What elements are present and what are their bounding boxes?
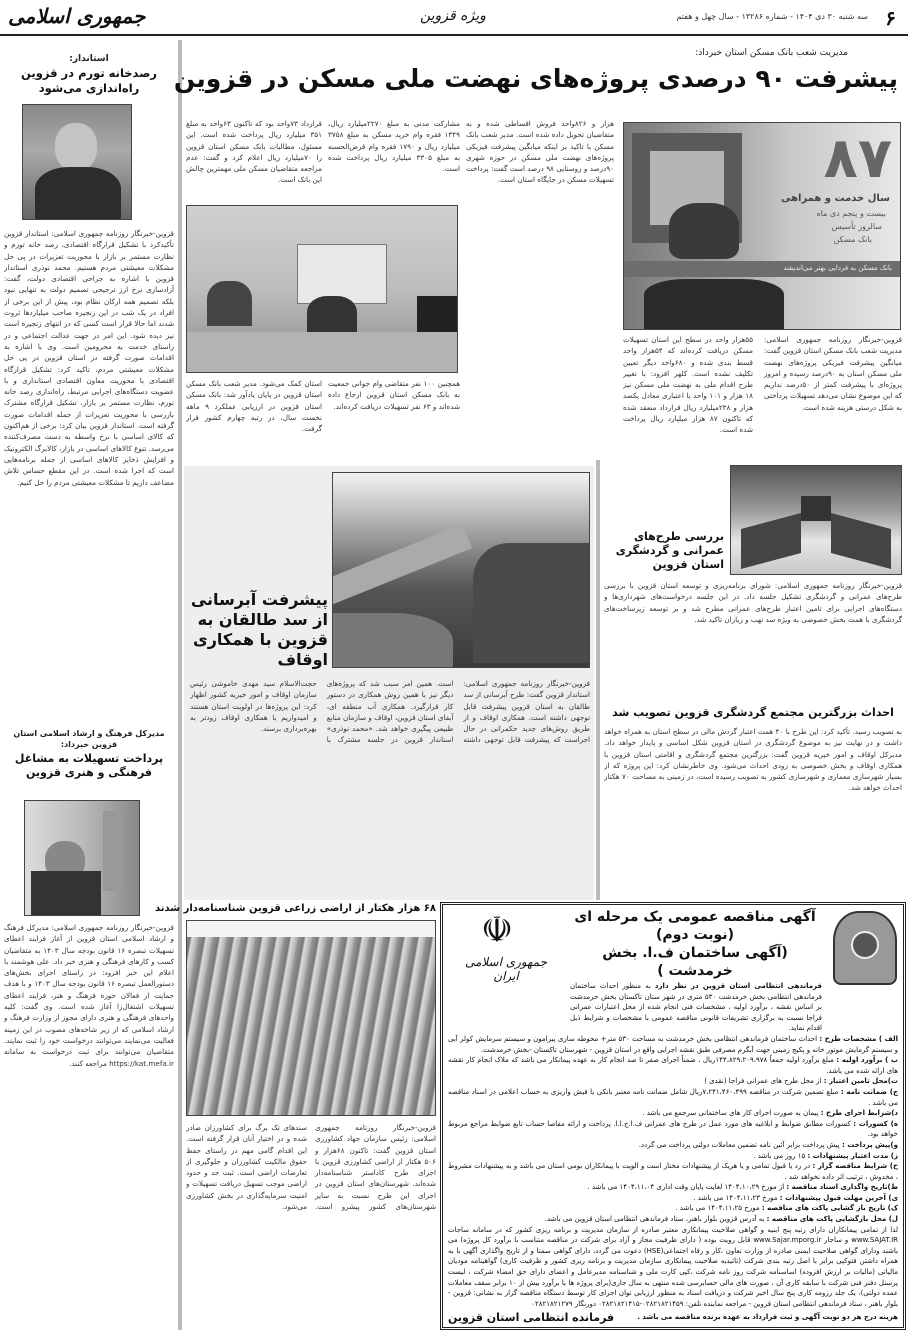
tourism-complex-headline: احداث بزرگترین مجتمع گردشگری قزوین تصویب شد	[612, 706, 894, 719]
ad-clause-label: ز) مدت اعتبار پیشنهادات :	[807, 1151, 898, 1160]
table-row-left	[741, 513, 801, 569]
ad-intro: به منظور احداث ساختمان فرماندهی انتظامی بخش خرمدشت ۵۳۰ متری در شهر ستان تاکستان بخش خرمدشت بر اساس نقشه ، برآورد اولیه ، مشخصات فنی انجام شده از محل اعتبارات عمرانی فراجا نسبت به برگزاری تشریفات قانونی مناقصه عمومی با مشخصات و شرایط ذیل اقدام نماید.	[570, 982, 822, 1033]
sidebar-story-culture	[4, 728, 174, 1328]
main-body: قزوین-خبرنگار روزنامه جمهوری اسلامی: مدیریت شعب بانک مسکن استان قزوین گفت: میانگین پیشرفت فیزیکی پروژه‌های نهضت ملی مسکن استان به ۹۰درصد رسیده و امروز پروژه‌ای با پیشرفت کمتر از ۵۰درصد نداریم که این موضوع نشان می‌دهد تسهیلات پرداختی به شکل درستی هزینه شده است.	[764, 335, 902, 412]
ad-clause-label: ط)تاریخ واگذاری اسناد مناقصه :	[786, 1183, 898, 1192]
main-kicker: مدیریت شعب بانک مسکن استان خبرداد:	[695, 48, 848, 58]
speaker-figure	[669, 203, 739, 259]
ad-clause-text: از مورخ ۱۴۰۴،۱۰،۲۹ لغایت پایان وقت اداری ۱۴۰۴،۱۱،۰۴ می باشد .	[587, 1183, 785, 1192]
ad-clause-text: کسورات مطابق ضوابط و ابلاغیه های مورد عمل در طرح های عمرانی ف.ا.ج.ا.ا. پرداخت و ارائه مفاصا حساب تابع ضوابط مراجع مربوط خواهد بود.	[448, 1119, 898, 1139]
poster-line: بانک مسکن	[833, 235, 872, 244]
bank-maskan-press-photo	[623, 122, 901, 330]
ad-clause-text: پیش پرداخت برابر آئین نامه تضمین معاملات دولتی پرداخت می گردد.	[638, 1140, 840, 1149]
newspaper-logo: جمهوری اسلامی	[8, 4, 146, 28]
ad-clause-text: از محل طرح های عمرانی فراجا (نقدی )	[704, 1077, 822, 1086]
ad-clause	[448, 1214, 898, 1225]
poster-slogan: بانک مسکن به فردایی بهتر می‌اندیشد	[624, 261, 900, 277]
ad-subtitle: (آگهی ساختمان ف.ا. بخش خرمدشت )	[602, 945, 788, 979]
sidebar-headline: رصدخانه تورم در قزوین راه‌اندازی می‌شود	[21, 66, 157, 95]
poster-line: سال خدمت و همراهی	[780, 193, 890, 204]
ad-clause	[448, 1076, 898, 1087]
ad-clauses	[448, 1034, 898, 1225]
person-figure	[31, 871, 101, 916]
ad-clause	[448, 1182, 898, 1193]
ad-clause-text: مبلغ تضمین شرکت در مناقصه ۷،۲۴۱،۴۶۰،۴۹۹ریال شامل ضمانت نامه معتبر بانکی یا فیش واریزی به حساب اعلامی در اسناد مناقصه می باشد .	[448, 1087, 898, 1107]
dam-headline: پیشرفت آبرسانی از سد طالقان به قزوین با همکاری اوقاف	[190, 590, 328, 669]
main-body: مشارکت مدنی به مبلغ ۲۲۷۰میلیارد ریال، ۱۳۴۹ فقره وام خرید مسکن به مبلغ ۳۷۵۸ میلیارد ریال و ۱۷۹۰ فقره وام قرض‌الحسنه به مبلغ ۳۳۰۵ میلیارد ریال پرداخت شده است.	[328, 119, 460, 174]
ad-clause	[448, 1151, 898, 1162]
ad-clause	[448, 1161, 898, 1182]
main-body: هزار و ۸۲۶واحد فروش اقساطی شده و به متقاضیان تحویل داده شده است. مدیر شعب بانک مسکن با تاکید بر اینکه میانگین پیشرفت فیزیکی پروژه‌های نهضت ملی مسکن در حوزه شهری ۹۰درصد و روستایی ۹۸ درصد است گفت: پرداخت تسهیلات مسکن در جایگاه استان است.	[466, 119, 614, 185]
ad-clause-label: ی) آخرین مهلت قبول پیشنهادات :	[779, 1193, 898, 1202]
sidebar-headline: پرداخت تسهیلات به مشاغل فرهنگی و هنری قزوین	[14, 752, 164, 779]
emblem-center	[851, 931, 879, 959]
ad-clause	[448, 1087, 898, 1108]
ad-clause-label: و)پیش پرداخت :	[841, 1140, 898, 1149]
ad-clause	[448, 1193, 898, 1204]
main-body: همچنین ۱۰۰ نفر متقاضی وام جوانی جمعیت به بانک مسکن استان قزوین ارجاع داده شده‌اند و ۶۳ نفر تسهیلات دریافت کرده‌اند.	[328, 379, 460, 411]
sidebar-body: قزوین-خبرنگار روزنامه جمهوری اسلامی: مدیرکل فرهنگ و ارشاد اسلامی استان قزوین از آغاز فرایند اعطای تسهیلات تبصره ۱۶ قانون بودجه سال ۱۴۰۳ به متقاضیان کسب و کارهای فرهنگی و هنری خبر داد. علی هوشمند با اعلام این خبر افزود: در راستای اجرای بخش‌های دستورالعمل تبصره ۱۶ قانون بودجه سال ۱۴۰۳ و با هدف حمایت از فعالان حوزه فرهنگ و هنر، فرایند اعطای تسهیلات اشتغال‌زا آغاز شده است. وی گفت: کلیه واحدهای فرهنگی و هنری دارای مجوز از وزارت فرهنگ و ارشاد اسلامی که از زیر شاخه‌های مصوب در این زمینه فعالیت می‌نمایند می‌توانند درخواست خود را ثبت نمایند. متقاضیان می‌توانند برای ثبت درخواست به سامانه https://kat.mefa.ir مراجعه کنند.	[4, 923, 174, 1068]
poster-number: ۸۷	[823, 126, 892, 191]
tender-advertisement	[440, 902, 906, 1330]
dam-body: قزوین-خبرنگار روزنامه جمهوری اسلامی: استاندار قزوین گفت: طرح آبرسانی از سد طالقان به استان قزوین پیشرفت قابل توجهی داشته است. همکاری اوقاف و از طریق روش‌های جدید حکمرانی در حال اجراست که پیشرفت قابل توجهی داشته است. همین امر سبب شد که پروژه‌های دیگر نیز با همین روش همکاری در دستور کار قرارگیرد. همکاری آب منطقه ای، آبفای استان قزوین، اوقاف و سازمان منابع طبیعی پیگیری خواهد شد. «محمد نوذری» استاندار قزوین در جلسه مشترک با حجت‌الاسلام سید مهدی خاموشی رئیس سازمان اوقاف و امور خیریه کشور اظهار کرد: این پروژه‌ها در اولویت استان هستند و امیدواریم با همکاری اوقاف زودتر به بهره‌برداری برسند.	[190, 679, 590, 745]
ad-clause-label: ه) کسورات :	[853, 1119, 898, 1128]
farmland-photo	[186, 920, 436, 1116]
ad-footer	[448, 1311, 898, 1324]
tourism-review-headline: بررسی طرح‌های عمرانی و گردشگری استان قزوین	[615, 530, 724, 571]
sidebar-kicker: استاندار:	[69, 54, 109, 64]
sidebar-story-inflation	[4, 40, 174, 720]
main-body: استان کمک می‌شود. مدیر شعب بانک مسکن استان قزوین در پایان یادآور شد: بانک مسکن استان قزوین در ارزیابی عملکرد ۹ ماهه نخست سال، در رتبه چهارم کشور قرار گرفت.	[186, 379, 322, 434]
ad-clause	[448, 1140, 898, 1151]
screen-shape	[801, 496, 831, 521]
dam-wall-shape	[332, 524, 472, 608]
conference-room-photo	[730, 465, 902, 575]
poster-line: سالروز تأسیس	[831, 222, 882, 231]
page-number: ۶	[885, 6, 896, 30]
ad-fee-note: هزینه درج هر دو نوبت آگهی و ثبت قرارداد به عهده برنده مناقصه می باشد .	[637, 1313, 898, 1322]
flag-shape	[103, 811, 123, 891]
ad-clause-label: الف ) مشخصات طرح :	[819, 1034, 898, 1043]
conference-table	[187, 332, 457, 372]
sidebar-body: قزوین-خبرنگار روزنامه جمهوری اسلامی: استاندار قزوین تأکیدکرد با تشکیل قرارگاه اقتصادی، رصد خانه تورم و نظارت مستمر بر بازار با محوریت تعزیرات در پی حل مشکلات معیشتی مردم هستیم. محمد نوذری استاندار قزوین با اشاره به جراحی اقتصادی دولت، گفت: آزادسازی نرخ ارز ترجیحی تصمیم دولت به تنهایی نبود بلکه تصمیم همه ارکان نظام بود، پیش از این برخی از افراد در یک شب در این زنجیره صاحب میلیاردها ثروت شدند اما حالا قرار است کسی که در انتهای زنجیره است نیز دیده شود. این امر در جهت عدالت اجتماعی و در راستای خدمت به محرومین است. وی با اشاره به اقدامات صورت گرفته در استان قزوین در پی حل مشکلات معیشتی مردم، تاکید کرد: تشکیل قرارگاه اقتصادی با محوریت معاون اقتصادی استانداری و با عضویت دستگاه‌های اجرایی مرتبط، راه‌اندازی رصد خانه تورم، نظارت مستمر بر بازار، تشکیل قرارگاه مشترک بازرسی با محوریت تعزیرات از جمله اقدامات صورت گرفته است. استاندار قزوین بیان کرد: برخی از هم‌اکنون که کالای اساسی با نرخ واسطه به دست مصرف‌کننده می‌رسد. تنوع کالاهای اساسی در بازار، کالابرگ الکترونیک و افزایش ذخایر کالاهای اساسی از جمله برنامه‌هایی است که اجرا شده است. در این مقطع حساس تلاش مضاعف داریم تا مشکلات معیشتی مردم را حل کنیم.	[4, 229, 174, 487]
ad-clause-label: ت)محل تامین اعتبار :	[823, 1077, 898, 1086]
ad-clause	[448, 1055, 898, 1076]
table-row-right	[831, 513, 891, 569]
ad-signature: فرمانده انتظامی استان قزوین	[448, 1311, 615, 1324]
iran-logo-text: جمهوری اسلامی ایران	[464, 955, 548, 983]
ad-intro-bold: فرماندهی انتظامی استان قزوین در نظر دارد	[654, 982, 822, 990]
speaker-figure	[644, 279, 784, 330]
governor-photo	[22, 104, 132, 220]
reservoir-shape	[473, 543, 590, 663]
police-emblem-icon	[833, 911, 897, 985]
ad-clause-label: ک) تاریخ باز گشایی پاکت های مناقصه :	[761, 1204, 898, 1213]
ad-clause-label: ح) شرایط مناقصه گزار :	[812, 1162, 898, 1171]
column-divider	[596, 460, 600, 900]
ad-clause-text: پیمان به صورت اجرای کار های ساختمانی سرجمع می باشد .	[642, 1109, 819, 1118]
face-shape	[55, 123, 97, 171]
main-body: ۵۵هزار واحد در سطح این استان تسهیلات مسکن دریافت کرده‌اند که ۵۴هزار واحد قسط بندی شده و ۶۸۰واحد دیگر تعیین تکلیف نشده است. کلهر افزود: با تغییر طرح اقدام ملی به نهضت ملی مسکن نیز ۱۸ هزار و ۱۰۱ واحد با اعتباری معادل یکصد هزار و ۲۳۸میلیارد ریال قرارداد منعقد شده که تاکنون ۸۷ هزار میلیارد ریال پرداخت شده است.	[623, 335, 753, 435]
ad-clause	[448, 1203, 898, 1214]
ad-requirements: لذا از تمامی پیمانکاران دارای رتبه پنج ابنیه و گواهی صلاحیت پیمانکاری معتبر صادره از سازمان مدیریت و برنامه ریزی کشور که در سامانه ساجات www.SAJAT.IR و ساجار www.Sajar.mporg.ir قابل رویت بوده ( دارای ظرفیت مجاز و آزاد برای شرکت در مناقصه متناسب با برآورد کل پروژه) می باشند ودارای گواهی صلاحیت ایمنی صادره از وزارت تعاون ،کار و رفاه اجتماعی(HSE) دعوت می گردد، دارای گواهی سمتا و از تاریخ واگذاری آگهی با به همراه داشتن فتوکپی برابر با اصل رتبه بندی شرکت (تائیدیه صلاحیت پیمانکاری سازمان مدیریت و برنامه ریزی کشور و ظرفیت کاری) گواهینامه مودیان مالیاتی (مالیات بر ارزش افزوده) اساسنامه شرکت روز نامه شرکت ،کپی کارت ملی و شناسنامه مدیرعامل و اعضای دارای حق امضاء شرکت ، لیست پرسنل دفتر فنی شرکت با سابقه کاری آن ، صورت های مالی حسابرسی شده منتهی به سال جاری(برای پروژه ها با برآورد بیش از ۱۰ برابر سقف معاملات عمده دولتی)، یک جلد رزومه کاری پنج سال اخیر شرکت و دریافت اسناد به منظور ارزیابی توان اجرای کار توسط دستگاه مناقصه گزار به نشانی: قزوین - بلوار باهنر ، ستاد فرماندهی انتظامی استان قزوین - مراجعه نماینده تلفن: ۰۲۸۲۱۸۲۱۴۵۹-۰۲۸۲۱۸۲۱۴۱۵ دورنگار ۰۲۸۲۱۸۲۱۲۷۹	[448, 1225, 899, 1308]
ad-title: آگهی مناقصه عمومی یک مرحله ای (نوبت دوم)	[574, 909, 816, 943]
sidebar-kicker: مدیرکل فرهنگ و ارشاد اسلامی استان قزوین خبرداد:	[13, 729, 165, 749]
section-title: ویژه قزوین	[420, 8, 486, 24]
suit-shape	[35, 167, 121, 220]
ad-clause-text: در رد یا قبول تمامی و یا هریک از پیشنهادات مختار است و الویت با پیمانکاران بومی استان می باشد و به پیشنهادات مشروط ، مخدوش ، ترتیب اثر داده نخواهد شد .	[448, 1162, 898, 1181]
person-figure	[207, 281, 252, 326]
agri-headline: ۶۸ هزار هکتار از اراضی زراعی قزوین شناسنامه‌دار شدند	[154, 903, 436, 914]
ad-clause-label: ل) محل بازگشایی پاکت های مناقصه :	[766, 1215, 898, 1224]
person-figure	[307, 296, 357, 336]
taleghan-dam-photo	[332, 472, 590, 668]
ad-clause-label: ج) ضمانت نامه :	[840, 1087, 898, 1096]
main-body: قرارداد ۷۳واحد بود که تاکنون ۶۳واحد به مبلغ ۳۵۱ میلیارد ریال پرداخت شده است. این مسئول، مطالبات بانک مسکن استان قزوین را ۷۰میلیارد ریال اعلام کرد و گفت: عدم مراجعه متقاضیان مسکن ملی مهمترین چالش این بانک است.	[186, 119, 322, 185]
meeting-photo	[186, 205, 458, 373]
ad-clause-text: احداث ساختمان فرماندهی انتظامی بخش خرمدشت به مساحت ۵۳۰ متر+ محوطه سازی پیرامون و سیستم سرمایش کولر آبی و سیستم گرمایش موتور خانه و پکیج زمینی جهت آبگرم مصرفی طبق نقشه اجرایی واقع در استان قزوین - شهرستان تاکستان -بخش خرمدشت.	[448, 1034, 898, 1054]
masthead	[0, 0, 908, 36]
sky-shape	[187, 921, 435, 937]
ad-clause-label: ب ) برآورد اولیه :	[836, 1056, 898, 1065]
agri-body: قزوین-خبرنگار روزنامه جمهوری اسلامی: رئیس سازمان جهاد کشاورزی استان قزوین گفت: تاکنون ۶۸هزار و ۵۰۶ هکتار از اراضی کشاورزی قزوین با اجرای طرح کاداستر شناسنامه‌دار شده‌اند. شهرستان‌های استان قزوین در اجرای این طرح نسبت به سایر شهرستان‌های کشور پیشرو است. سندهای تک برگ برای کشاورزان صادر شده و در اختیار آنان قرار گرفته است. این اقدام گامی مهم در راستای حفظ حقوق مالکیت کشاورزان و جلوگیری از تعارضات اراضی است. ثبت حد و حدود اراضی موجب تسهیل دریافت تسهیلات و امنیت سرمایه‌گذاری در بخش کشاورزی می‌شود.	[186, 1123, 436, 1212]
ad-clause-text: ۱۵ روز می باشد .	[753, 1151, 806, 1160]
poster-line: بیست و پنجم دی ماه	[816, 209, 886, 218]
ad-clause	[448, 1119, 898, 1140]
tourism-complex-body: به تصویب رسید. تأکید کرد: این طرح با ۴۰ همت اعتبار گردش مالی در سطح استان به همراه خواهد داشت و در نهایت نیز به موضوع گردشگری در استان قزوین شکل اساسی و پایدار خواهد داد. مدیرکل اوقاف و امور خیریه قزوین گفت: بزرگترین مجتمع گردشگری و اقامتی استان قزوین با همکاری اوقاف و بخش خصوصی به زودی احداث می‌شود. وی خاطرنشان کرد: این پروژه که از بسیار شهرسازی معماری و شهرسازی کشور به تصویب رسیده است، در زمینی به مساحت ۷۰ هکتار احداث خواهد شد.	[604, 727, 902, 793]
rocks-shape	[333, 613, 453, 668]
tourism-review-body: قزوین-خبرنگار روزنامه جمهوری اسلامی: شورای برنامه‌ریزی و توسعه استان قزوین با بررسی طرح‌های عمرانی و گردشگری تشکیل جلسه داد. در این جلسه درخواست‌های شهرداری‌ها و دستگاه‌های اجرایی برای تامین اعتبار طرح‌های عمرانی مطرح شد و بر توسعه زیرساخت‌های گردشگری با همت بخش خصوصی به ویژه سد نهب و زیاران تاکید شد.	[604, 581, 902, 624]
ad-clause-text: مورخ ۱۴۰۴،۱۱،۲۳ می باشد .	[693, 1193, 778, 1202]
ad-clause-text: مبلغ برآورد اولیه جمعاً ۱۴۴،۸۲۹،۲۰۹،۹۷۸ریال ، ضمناً اجرای صفر تا صد انجام کار به عهده پیمانکار می باشد که ملاک انجام کار نقشه های ارائه شده می باشد.	[448, 1056, 898, 1075]
column-divider	[178, 40, 182, 1330]
iran-emblem-icon: ☫	[480, 910, 514, 951]
ad-clause-text: مورخ ۱۴۰۴،۱۱،۲۵ می باشد .	[675, 1204, 760, 1213]
ad-clause-text: به آدرس قزوین بلوار باهنر، ستاد فرماندهی انتظامی استان قزوین می باشد.	[544, 1215, 765, 1224]
main-headline: پیشرفت ۹۰ درصدی پروژه‌های نهضت ملی مسکن در قزوین	[173, 64, 898, 93]
ad-clause	[448, 1034, 898, 1055]
ad-clause	[448, 1108, 898, 1119]
ad-clause-label: د)شرایط اجرای طرح :	[820, 1109, 898, 1118]
issue-info: سه شنبه ۳۰ دی ۱۴۰۴ - شماره ۱۳۲۸۶ - سال چهل و هفتم	[676, 12, 868, 21]
banner-graphic	[297, 244, 387, 304]
culture-official-photo	[24, 800, 140, 916]
